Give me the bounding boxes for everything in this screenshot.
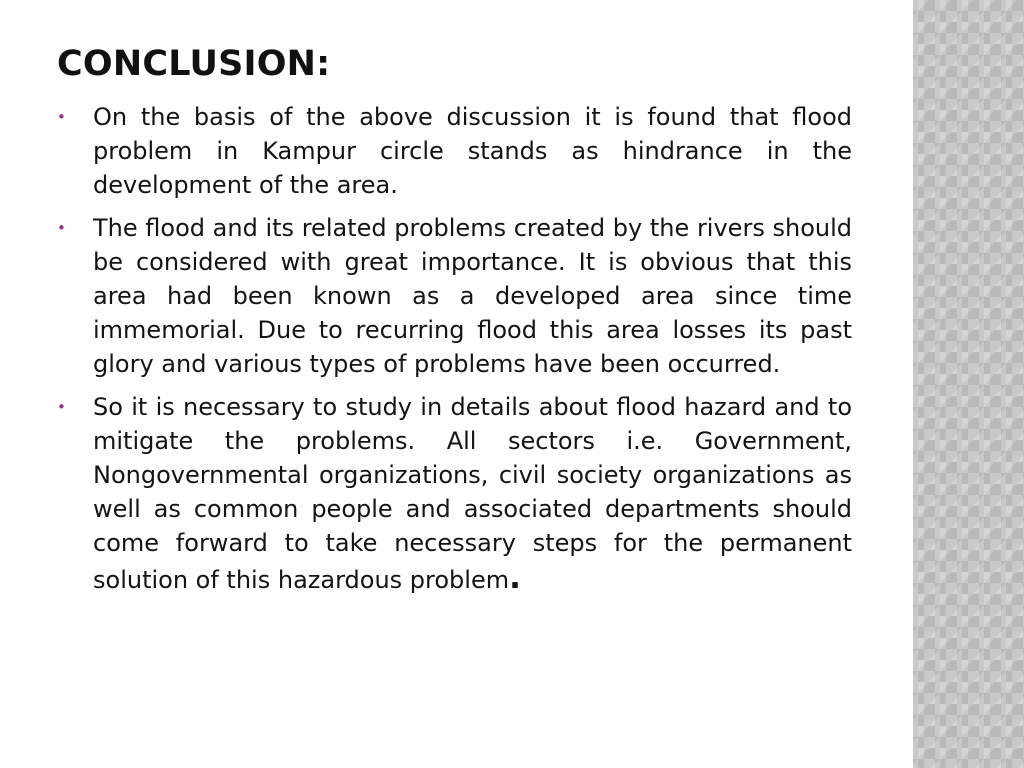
bullet-text: So it is necessary to study in details about flood hazard and to mitigate the problems. All sectors i.e. Government, Nongovernmental organizations, civil society organizations as well as common people and associated departments should come forward to take necessary steps for the permanent solution of this hazardous problem — [93, 392, 852, 594]
slide-title: CONCLUSION: — [57, 44, 331, 84]
bullet-trailing-period: . — [509, 559, 521, 596]
bullet-dot-icon: • — [57, 218, 66, 237]
bullet-dot-icon: • — [57, 108, 66, 126]
decorative-side-panel — [913, 0, 1024, 768]
bullet-dot-icon: • — [57, 397, 66, 416]
bullet-text: The flood and its related problems created by the rivers should be considered with great importance. It is obvious that this area had been known as a developed area since time immemorial. Due to recurring flood this area losses its past glory and various types of problems have been occurred. — [93, 213, 852, 379]
bullet-item — [57, 211, 852, 382]
bullet-list — [57, 100, 852, 605]
bullet-item — [57, 390, 852, 597]
bullet-item — [57, 100, 852, 203]
bullet-text-wrapper — [93, 390, 852, 597]
bullet-text: On the basis of the above discussion it is found that flood problem in Kampur circle stands as hindrance in the development of the area. — [93, 103, 852, 200]
